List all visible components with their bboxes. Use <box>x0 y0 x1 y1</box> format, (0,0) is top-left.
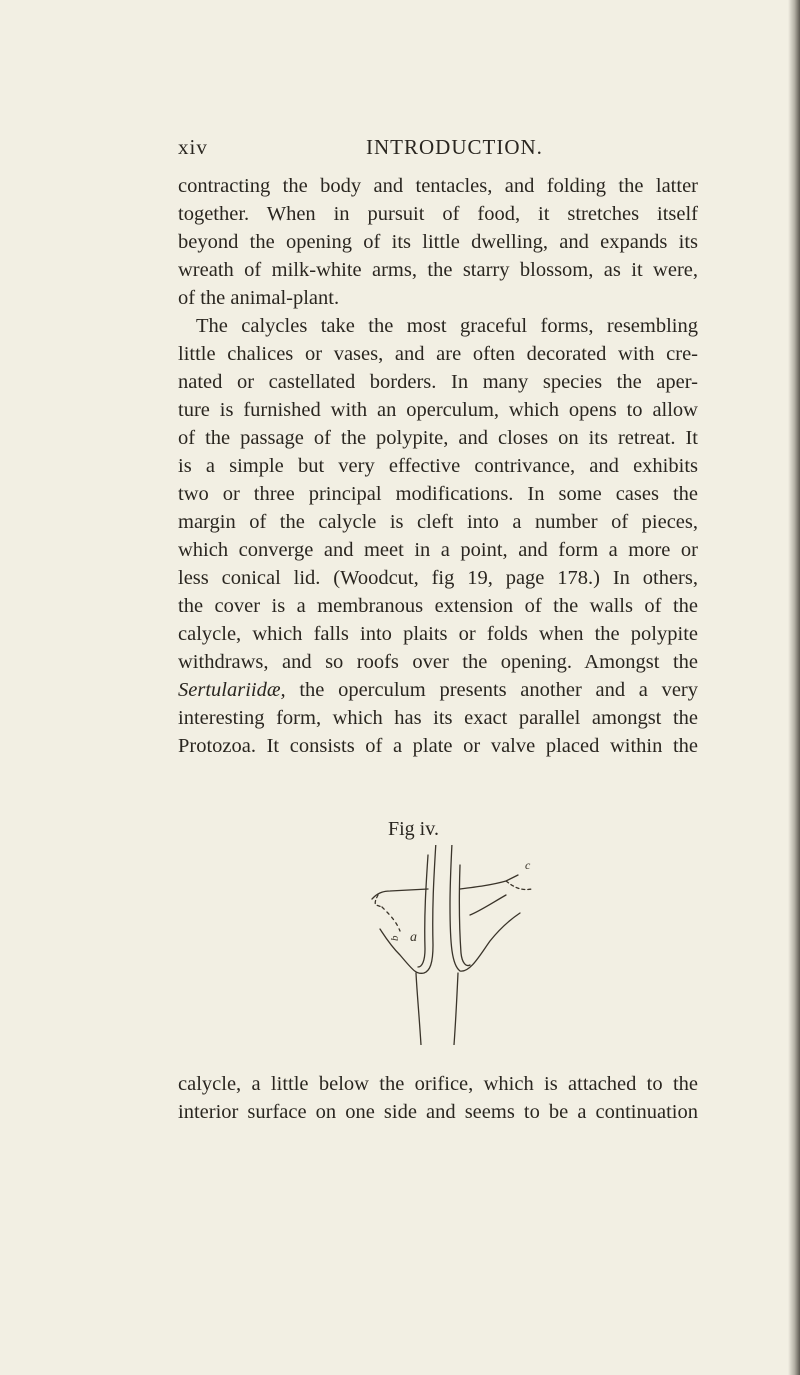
text-line: interior surface on one side and seems to be a continuation <box>178 1101 698 1123</box>
text-line: of the passage of the polypite, and closes on its retreat. It <box>178 427 698 449</box>
body-text-bottom <box>178 1070 698 1126</box>
figure-caption: Fig iv. <box>388 818 439 840</box>
left-calycle-inner <box>418 855 428 967</box>
text-line: ture is furnished with an operculum, which opens to allow <box>178 399 698 421</box>
right-valve <box>470 895 506 915</box>
calycle-figure <box>320 845 580 1045</box>
text-line: margin of the calycle is cleft into a number of pieces, <box>178 511 698 533</box>
text-line: interesting form, which has its exact parallel amongst the <box>178 707 698 729</box>
right-operculum <box>460 875 518 889</box>
text-line: less conical lid. (Woodcut, fig 19, page 178.) In others, <box>178 567 698 589</box>
left-stem <box>416 973 421 1045</box>
left-valve <box>382 907 400 931</box>
text-line: wreath of milk-white arms, the starry blossom, as it were, <box>178 259 698 281</box>
page-header <box>178 135 698 163</box>
page-edge-shadow <box>788 0 800 1375</box>
body-text-top <box>178 172 698 760</box>
paragraph-start-line: The calycles take the most graceful forms, resembling <box>196 315 698 337</box>
left-operculum-edge <box>375 895 382 907</box>
label-c: c <box>525 858 531 872</box>
left-operculum <box>372 889 428 899</box>
text-line-sertulariidae <box>178 676 698 704</box>
text-line: of the animal-plant. <box>178 287 340 309</box>
right-stem <box>454 973 458 1045</box>
taxon-name: Sertulariidæ, <box>178 679 286 701</box>
text-line: calycle, a little below the orifice, which is attached to the <box>178 1073 698 1095</box>
text-line: the cover is a membranous extension of the walls of the <box>178 595 698 617</box>
text-line: nated or castellated borders. In many species the aper- <box>178 371 698 393</box>
text-line: is a simple but very effective contrivance, and exhibits <box>178 455 698 477</box>
text-line: together. When in pursuit of food, it stretches itself <box>178 203 698 225</box>
right-calycle-inner <box>459 865 470 966</box>
label-a: a <box>410 930 417 945</box>
text-line: beyond the opening of its little dwelling, and expands its <box>178 231 698 253</box>
text-line: little chalices or vases, and are often decorated with cre- <box>178 343 698 365</box>
text-line: contracting the body and tentacles, and folding the latter <box>178 175 698 197</box>
label-b: b <box>389 935 401 941</box>
text-line: which converge and meet in a point, and form a more or <box>178 539 698 561</box>
text-line: calycle, which falls into plaits or folds when the polypite <box>178 623 698 645</box>
running-head: INTRODUCTION. <box>366 135 543 159</box>
text-line: withdraws, and so roofs over the opening. Amongst the <box>178 651 698 673</box>
right-operculum-edge <box>506 881 532 890</box>
text-line: Protozoa. It consists of a plate or valve placed within the <box>178 735 698 757</box>
text-fragment: the operculum presents another and a very <box>285 679 698 701</box>
text-line: two or three principal modifications. In some cases the <box>178 483 698 505</box>
page-number: xiv <box>178 135 208 159</box>
